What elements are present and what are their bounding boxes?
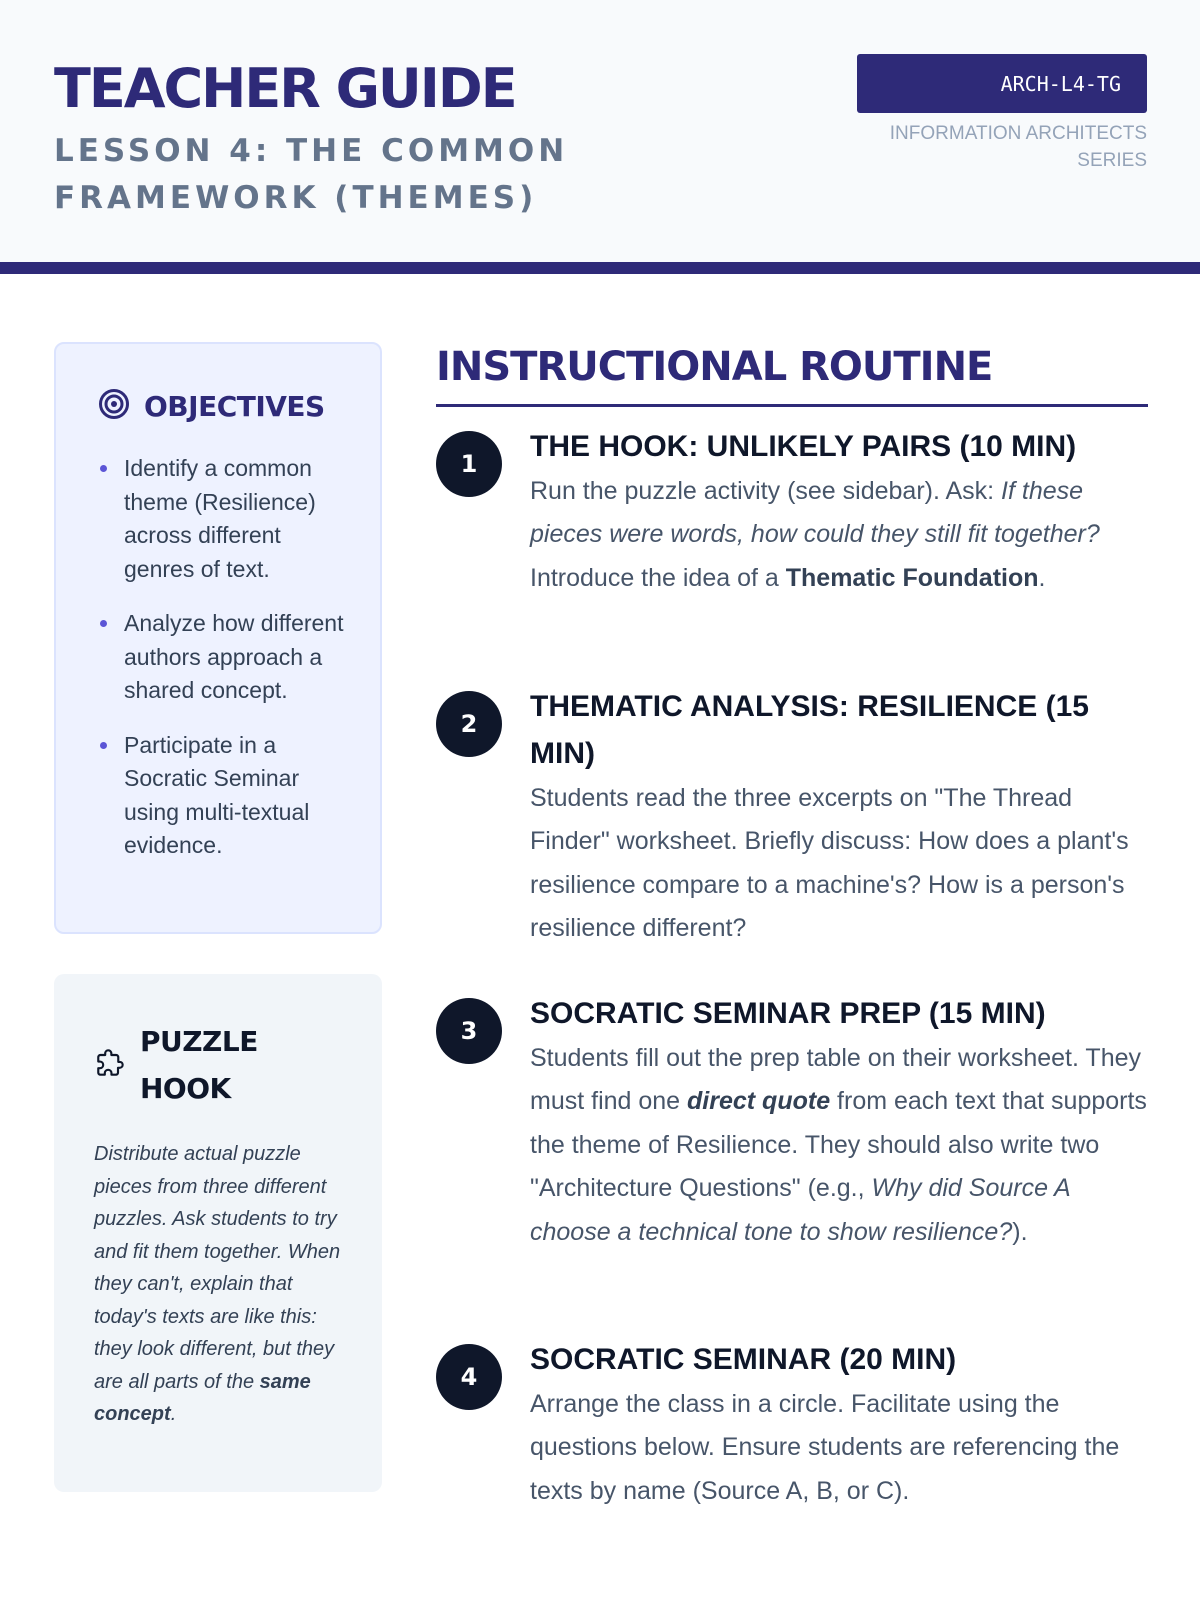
step-title: THEMATIC ANALYSIS: RESILIENCE (15 MIN) [530,690,1089,770]
lesson-subtitle: LESSON 4: THE COMMON FRAMEWORK (THEMES) [54,133,569,216]
step-number-badge: 4 [436,1344,502,1410]
document-code-badge [857,54,1147,113]
objectives-list [98,452,348,884]
routine-heading: INSTRUCTIONAL ROUTINE [436,340,1148,407]
objectives-heading-text: OBJECTIVES [144,389,325,423]
objective-item [98,607,348,708]
step-description: Students fill out the prep table on their worksheet. They must find one direct quote from each text that supports the theme of Resilience. They should also write two "Architecture Questions" (e.g., Why did Source A choose a technical tone to show resilience?). [530,1044,1147,1246]
step-description: Students read the three excerpts on "The Thread Finder" worksheet. Briefly discuss: How does a plant's resilience compare to a machine's? How is a person's resilience different? [530,784,1129,943]
objective-text: Identify a common theme (Resilience) across different genres of text. [124,455,316,582]
objective-item [98,729,348,863]
puzzle-hook-box [54,974,382,1492]
objective-item [98,452,348,586]
puzzle-hook-heading-text: PUZZLE HOOK [140,1025,258,1105]
document-code: ARCH-L4-TG [1000,71,1121,96]
puzzle-icon [94,1047,126,1083]
objectives-heading [98,388,325,424]
series-label: INFORMATION ARCHITECTS SERIES [889,123,1147,171]
document-title: TEACHER GUIDE [54,57,516,120]
objective-text: Participate in a Socratic Seminar using multi-textual evidence. [124,731,310,858]
step-title: SOCRATIC SEMINAR PREP (15 MIN) [530,997,1046,1030]
puzzle-hook-description: Distribute actual puzzle pieces from three different puzzles. Ask students to try and fit them together. When they can't, explain that today's texts are like this: they look different, but they are all parts of the same concept. [94,1143,341,1425]
step-title: SOCRATIC SEMINAR (20 MIN) [530,1343,957,1376]
step-description: Run the puzzle activity (see sidebar). Ask: If these pieces were words, how could they still fit together? Introduce the idea of a Thematic Foundation. [530,477,1100,592]
step-number-badge: 1 [436,431,502,497]
puzzle-hook-heading [94,1018,310,1112]
target-icon [98,388,130,424]
step-number-badge: 2 [436,691,502,757]
objectives-box [54,342,382,934]
page-header [0,0,1200,274]
step-description: Arrange the class in a circle. Facilitate using the questions below. Ensure students are referencing the texts by name (Source A, B, or C). [530,1390,1120,1505]
step-number-badge: 3 [436,998,502,1064]
step-title: THE HOOK: UNLIKELY PAIRS (10 MIN) [530,430,1077,463]
objective-text: Analyze how different authors approach a shared concept. [124,610,344,703]
